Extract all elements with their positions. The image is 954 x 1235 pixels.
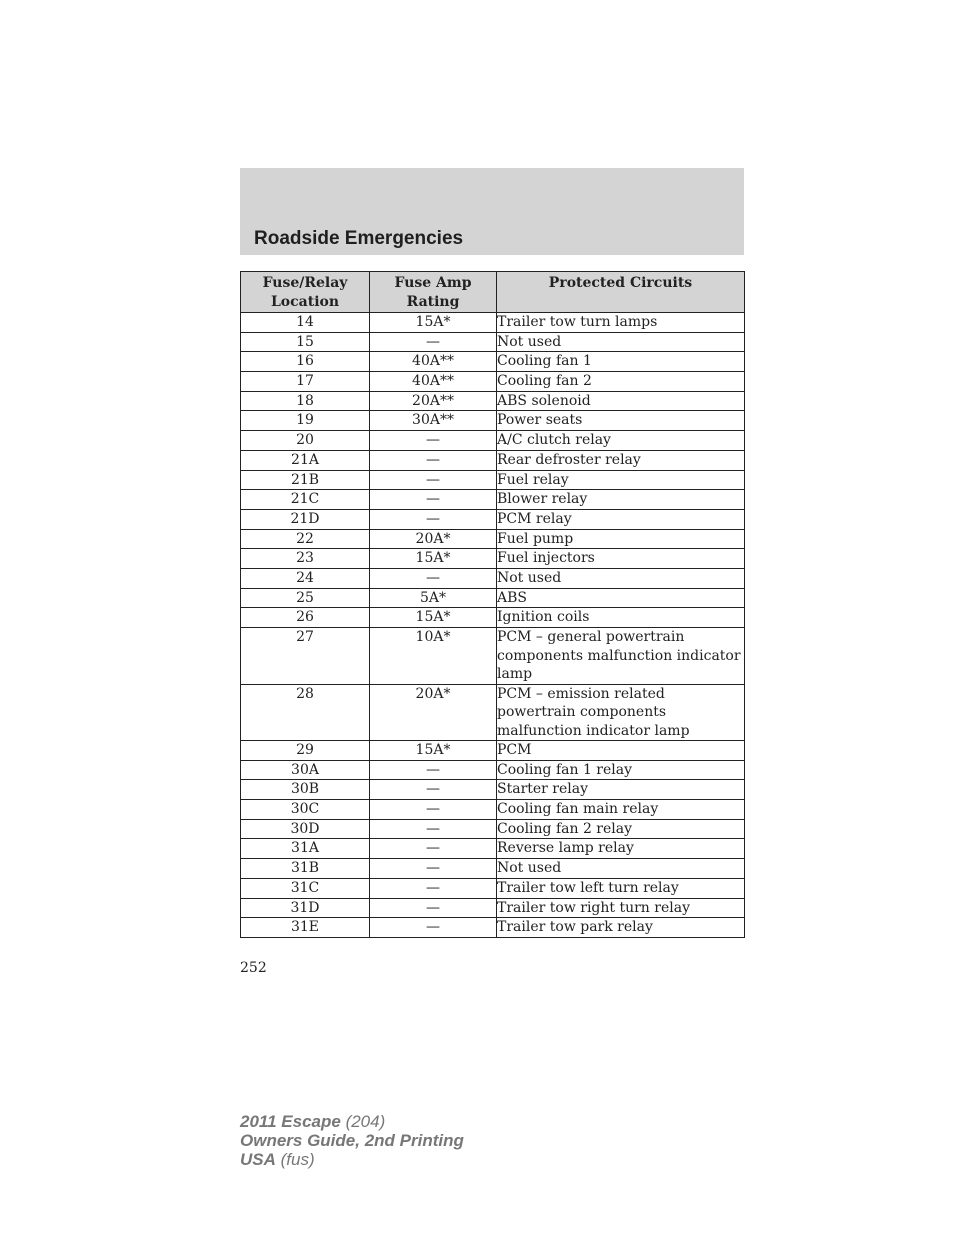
cell-rating: —	[370, 760, 497, 780]
cell-rating: —	[370, 509, 497, 529]
cell-location: 15	[241, 332, 370, 352]
cell-location: 23	[241, 549, 370, 569]
cell-circuit: PCM – general powertrain components malfunction indicator lamp	[497, 628, 745, 685]
cell-location: 24	[241, 568, 370, 588]
cell-circuit: Cooling fan 1	[497, 352, 745, 372]
footer-line-2	[240, 1131, 464, 1150]
table-row	[241, 628, 745, 685]
table-row	[241, 352, 745, 372]
cell-circuit: Trailer tow right turn relay	[497, 898, 745, 918]
cell-location: 14	[241, 313, 370, 333]
column-header-rating: Fuse Amp Rating	[370, 272, 497, 313]
cell-rating: 20A**	[370, 391, 497, 411]
cell-circuit: ABS	[497, 588, 745, 608]
cell-rating: —	[370, 450, 497, 470]
cell-rating: —	[370, 431, 497, 451]
cell-circuit: Power seats	[497, 411, 745, 431]
cell-rating: —	[370, 780, 497, 800]
cell-location: 31D	[241, 898, 370, 918]
cell-location: 26	[241, 608, 370, 628]
page-number: 252	[240, 960, 267, 976]
table-row	[241, 878, 745, 898]
cell-circuit: Not used	[497, 568, 745, 588]
cell-circuit: Trailer tow park relay	[497, 918, 745, 938]
table-header-row	[241, 272, 745, 313]
cell-location: 28	[241, 684, 370, 741]
table-row	[241, 391, 745, 411]
cell-circuit: Fuel relay	[497, 470, 745, 490]
section-title: Roadside Emergencies	[254, 228, 464, 249]
cell-location: 31B	[241, 859, 370, 879]
footer-model-code: (204)	[345, 1112, 386, 1131]
cell-circuit: PCM relay	[497, 509, 745, 529]
table-row	[241, 372, 745, 392]
column-header-circuits: Protected Circuits	[497, 272, 745, 313]
cell-location: 21C	[241, 490, 370, 510]
cell-circuit: ABS solenoid	[497, 391, 745, 411]
document-footer	[240, 1112, 464, 1169]
fuse-table	[240, 271, 745, 938]
cell-circuit: Reverse lamp relay	[497, 839, 745, 859]
cell-location: 27	[241, 628, 370, 685]
cell-rating: —	[370, 918, 497, 938]
cell-location: 30D	[241, 819, 370, 839]
table-row	[241, 568, 745, 588]
footer-market: USA	[240, 1150, 276, 1169]
cell-rating: —	[370, 819, 497, 839]
cell-rating: 15A*	[370, 608, 497, 628]
footer-model: 2011 Escape	[240, 1112, 341, 1131]
table-row	[241, 898, 745, 918]
cell-circuit: Cooling fan 1 relay	[497, 760, 745, 780]
table-row	[241, 800, 745, 820]
cell-location: 29	[241, 741, 370, 761]
table-row	[241, 760, 745, 780]
table-row	[241, 839, 745, 859]
cell-rating: —	[370, 470, 497, 490]
cell-circuit: Cooling fan main relay	[497, 800, 745, 820]
table-row	[241, 684, 745, 741]
table-row	[241, 741, 745, 761]
cell-rating: 30A**	[370, 411, 497, 431]
cell-location: 21A	[241, 450, 370, 470]
cell-circuit: Fuel injectors	[497, 549, 745, 569]
cell-location: 16	[241, 352, 370, 372]
cell-circuit: Ignition coils	[497, 608, 745, 628]
table-row	[241, 509, 745, 529]
cell-rating: —	[370, 859, 497, 879]
cell-location: 31E	[241, 918, 370, 938]
cell-rating: 15A*	[370, 549, 497, 569]
cell-rating: —	[370, 332, 497, 352]
cell-location: 20	[241, 431, 370, 451]
table-row	[241, 450, 745, 470]
section-header	[240, 168, 744, 255]
table-row	[241, 529, 745, 549]
table-row	[241, 332, 745, 352]
cell-circuit: Fuel pump	[497, 529, 745, 549]
cell-circuit: Trailer tow turn lamps	[497, 313, 745, 333]
table-row	[241, 431, 745, 451]
cell-rating: 40A**	[370, 372, 497, 392]
cell-location: 19	[241, 411, 370, 431]
table-row	[241, 588, 745, 608]
cell-rating: 40A**	[370, 352, 497, 372]
footer-line-3	[240, 1150, 464, 1169]
cell-circuit: A/C clutch relay	[497, 431, 745, 451]
table-row	[241, 918, 745, 938]
cell-circuit: Not used	[497, 332, 745, 352]
cell-location: 17	[241, 372, 370, 392]
footer-market-code: (fus)	[280, 1150, 315, 1169]
cell-rating: 15A*	[370, 741, 497, 761]
cell-location: 31A	[241, 839, 370, 859]
table-row	[241, 411, 745, 431]
cell-circuit: Not used	[497, 859, 745, 879]
cell-circuit: Blower relay	[497, 490, 745, 510]
table-row	[241, 859, 745, 879]
cell-location: 30A	[241, 760, 370, 780]
cell-circuit: Cooling fan 2	[497, 372, 745, 392]
table-row	[241, 608, 745, 628]
cell-circuit: Cooling fan 2 relay	[497, 819, 745, 839]
cell-rating: 5A*	[370, 588, 497, 608]
cell-location: 18	[241, 391, 370, 411]
table-row	[241, 470, 745, 490]
table-row	[241, 549, 745, 569]
cell-circuit: PCM	[497, 741, 745, 761]
column-header-location: Fuse/Relay Location	[241, 272, 370, 313]
cell-rating: —	[370, 490, 497, 510]
table-row	[241, 313, 745, 333]
footer-line-1	[240, 1112, 464, 1131]
cell-location: 25	[241, 588, 370, 608]
cell-location: 31C	[241, 878, 370, 898]
cell-rating: —	[370, 878, 497, 898]
cell-location: 21D	[241, 509, 370, 529]
cell-location: 30C	[241, 800, 370, 820]
cell-circuit: Rear defroster relay	[497, 450, 745, 470]
cell-circuit: Starter relay	[497, 780, 745, 800]
cell-rating: —	[370, 800, 497, 820]
cell-location: 22	[241, 529, 370, 549]
table-row	[241, 819, 745, 839]
cell-rating: 20A*	[370, 529, 497, 549]
cell-location: 30B	[241, 780, 370, 800]
table-row	[241, 490, 745, 510]
cell-rating: —	[370, 839, 497, 859]
table-row	[241, 780, 745, 800]
cell-rating: —	[370, 568, 497, 588]
cell-rating: 15A*	[370, 313, 497, 333]
cell-rating: 20A*	[370, 684, 497, 741]
footer-guide: Owners Guide, 2nd Printing	[240, 1131, 464, 1150]
cell-rating: 10A*	[370, 628, 497, 685]
cell-circuit: Trailer tow left turn relay	[497, 878, 745, 898]
cell-rating: —	[370, 898, 497, 918]
cell-location: 21B	[241, 470, 370, 490]
cell-circuit: PCM – emission related powertrain components malfunction indicator lamp	[497, 684, 745, 741]
